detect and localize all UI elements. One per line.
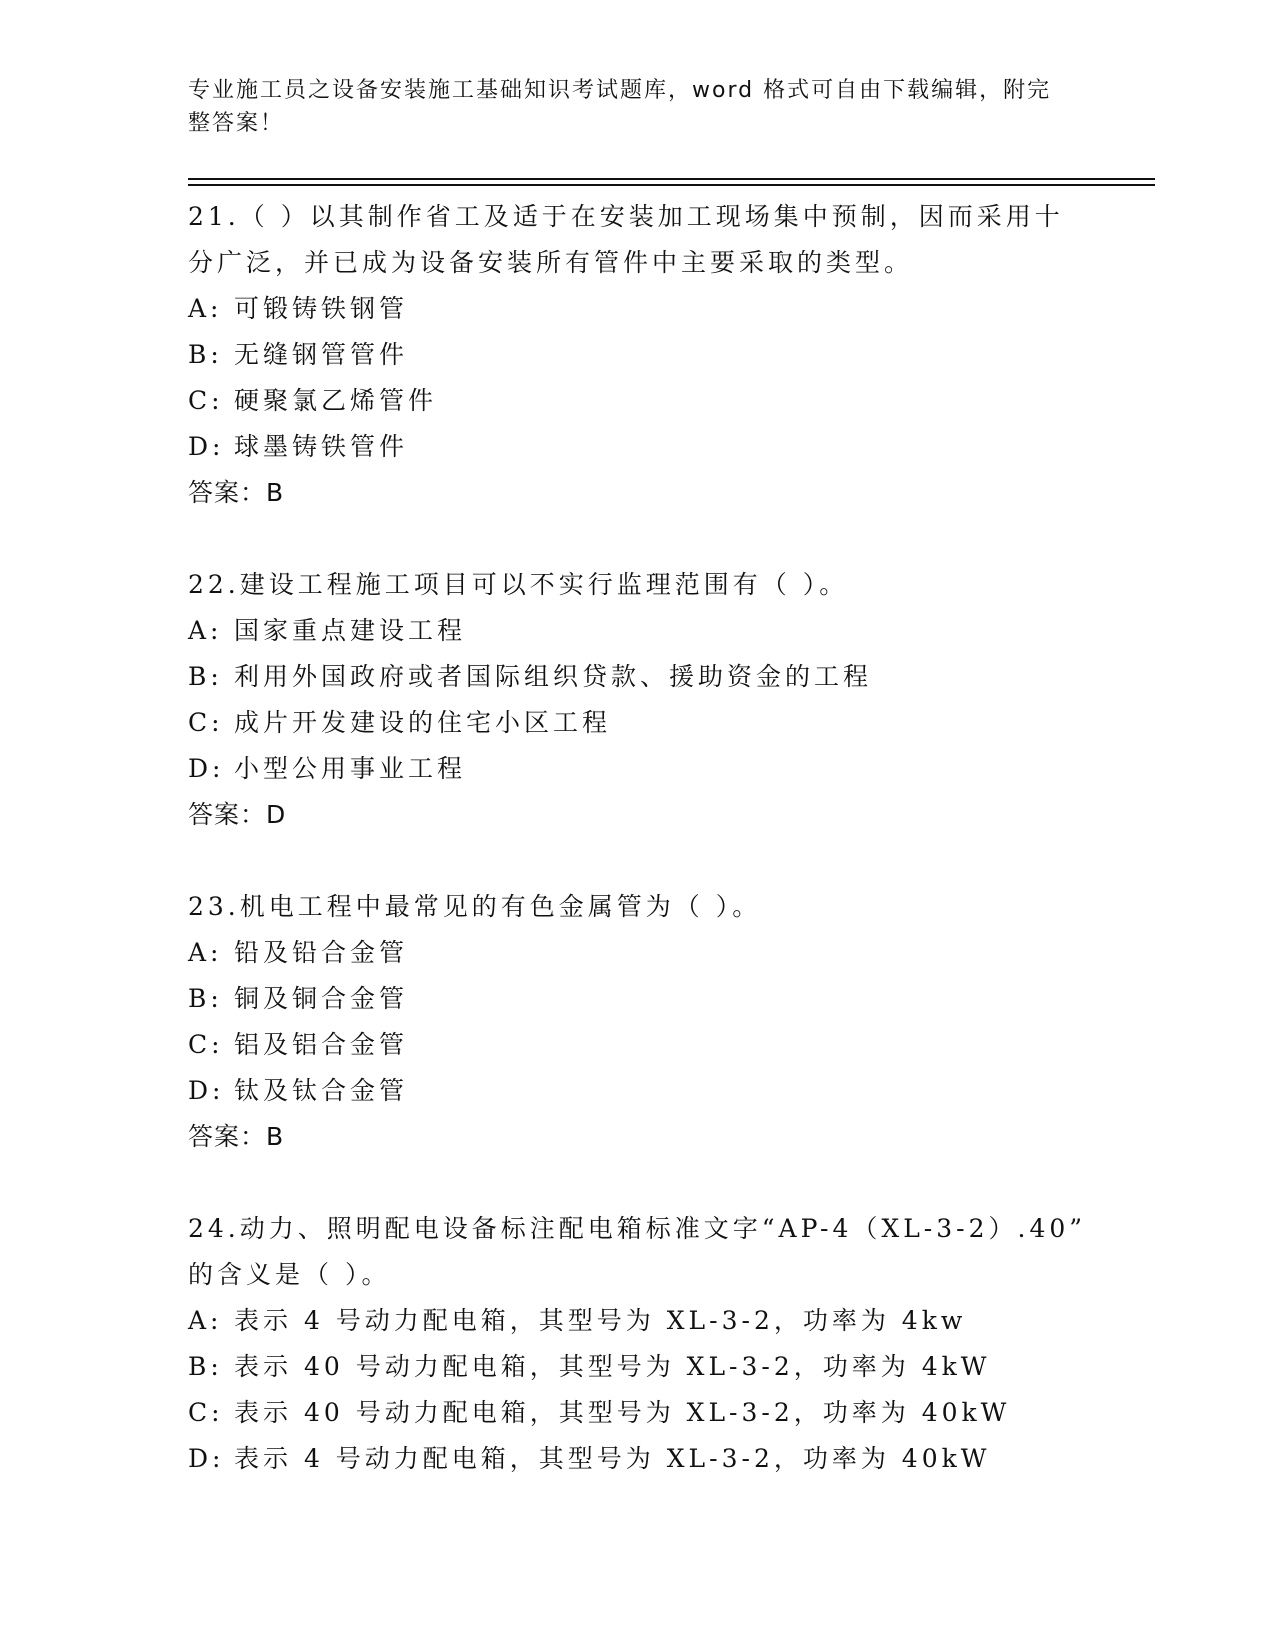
option-d [188,1068,1088,1114]
option-text: 表示 40 号动力配电箱，其型号为 XL-3-2，功率为 4kW [234,1352,991,1381]
option-key: D: [188,1444,225,1473]
option-key: A: [188,294,223,323]
option-key: C: [188,1398,224,1427]
answer-line: 答案：B [188,478,285,507]
option-key: C: [188,1030,224,1059]
header-divider-bottom [188,184,1155,186]
option-d [188,424,1088,470]
option-key: A: [188,938,223,967]
option-text: 铅及铅合金管 [234,938,409,967]
option-key: B: [188,340,223,369]
question-22 [188,562,1088,838]
question-23 [188,884,1088,1160]
header-line-2: 整答案！ [188,111,285,136]
option-c [188,1022,1088,1068]
option-text: 铝及铝合金管 [234,1030,409,1059]
option-a [188,1298,1088,1344]
option-key: D: [188,432,225,461]
option-d [188,1436,1088,1482]
option-text: 小型公用事业工程 [234,754,467,783]
question-24 [188,1206,1088,1482]
option-key: B: [188,1352,223,1381]
option-d [188,746,1088,792]
option-b [188,332,1088,378]
option-b [188,654,1088,700]
option-c [188,1390,1088,1436]
option-a [188,930,1088,976]
option-a [188,286,1088,332]
question-stem-line: 24.动力、照明配电设备标注配电箱标准文字“AP-4（XL-3-2）.40” [188,1214,1087,1243]
option-text: 球墨铸铁管件 [234,432,409,461]
option-key: B: [188,984,223,1013]
option-text: 成片开发建设的住宅小区工程 [234,708,612,737]
header-divider-top [188,178,1155,180]
question-stem-line: 的含义是（ ）。 [188,1260,391,1289]
header-line-1: 专业施工员之设备安装施工基础知识考试题库，word 格式可自由下载编辑，附完 [188,78,1052,103]
option-key: D: [188,754,225,783]
option-text: 国家重点建设工程 [234,616,467,645]
answer-line: 答案：B [188,1122,285,1151]
option-text: 无缝钢管管件 [234,340,409,369]
option-key: A: [188,616,223,645]
question-stem-line: 21.（ ）以其制作省工及适于在安装加工现场集中预制，因而采用十 [188,202,1064,231]
option-key: C: [188,386,224,415]
question-stem-line: 22.建设工程施工项目可以不实行监理范围有（ ）。 [188,570,849,599]
option-text: 表示 4 号动力配电箱，其型号为 XL-3-2，功率为 40kW [234,1444,991,1473]
question-stem-line: 分广泛，并已成为设备安装所有管件中主要采取的类型。 [188,248,914,277]
option-text: 硬聚氯乙烯管件 [234,386,438,415]
document-header [188,74,1068,140]
option-key: A: [188,1306,223,1335]
option-text: 可锻铸铁钢管 [234,294,409,323]
question-21 [188,194,1088,516]
question-list [188,194,1088,1528]
option-key: B: [188,662,223,691]
option-key: C: [188,708,224,737]
option-text: 表示 4 号动力配电箱，其型号为 XL-3-2，功率为 4kw [234,1306,967,1335]
option-text: 钛及钛合金管 [234,1076,409,1105]
question-stem-line: 23.机电工程中最常见的有色金属管为（ ）。 [188,892,762,921]
option-c [188,378,1088,424]
option-text: 表示 40 号动力配电箱，其型号为 XL-3-2，功率为 40kW [234,1398,1011,1427]
option-a [188,608,1088,654]
option-c [188,700,1088,746]
option-text: 铜及铜合金管 [234,984,409,1013]
option-key: D: [188,1076,225,1105]
answer-line: 答案：D [188,800,287,829]
option-text: 利用外国政府或者国际组织贷款、援助资金的工程 [234,662,873,691]
option-b [188,1344,1088,1390]
option-b [188,976,1088,1022]
